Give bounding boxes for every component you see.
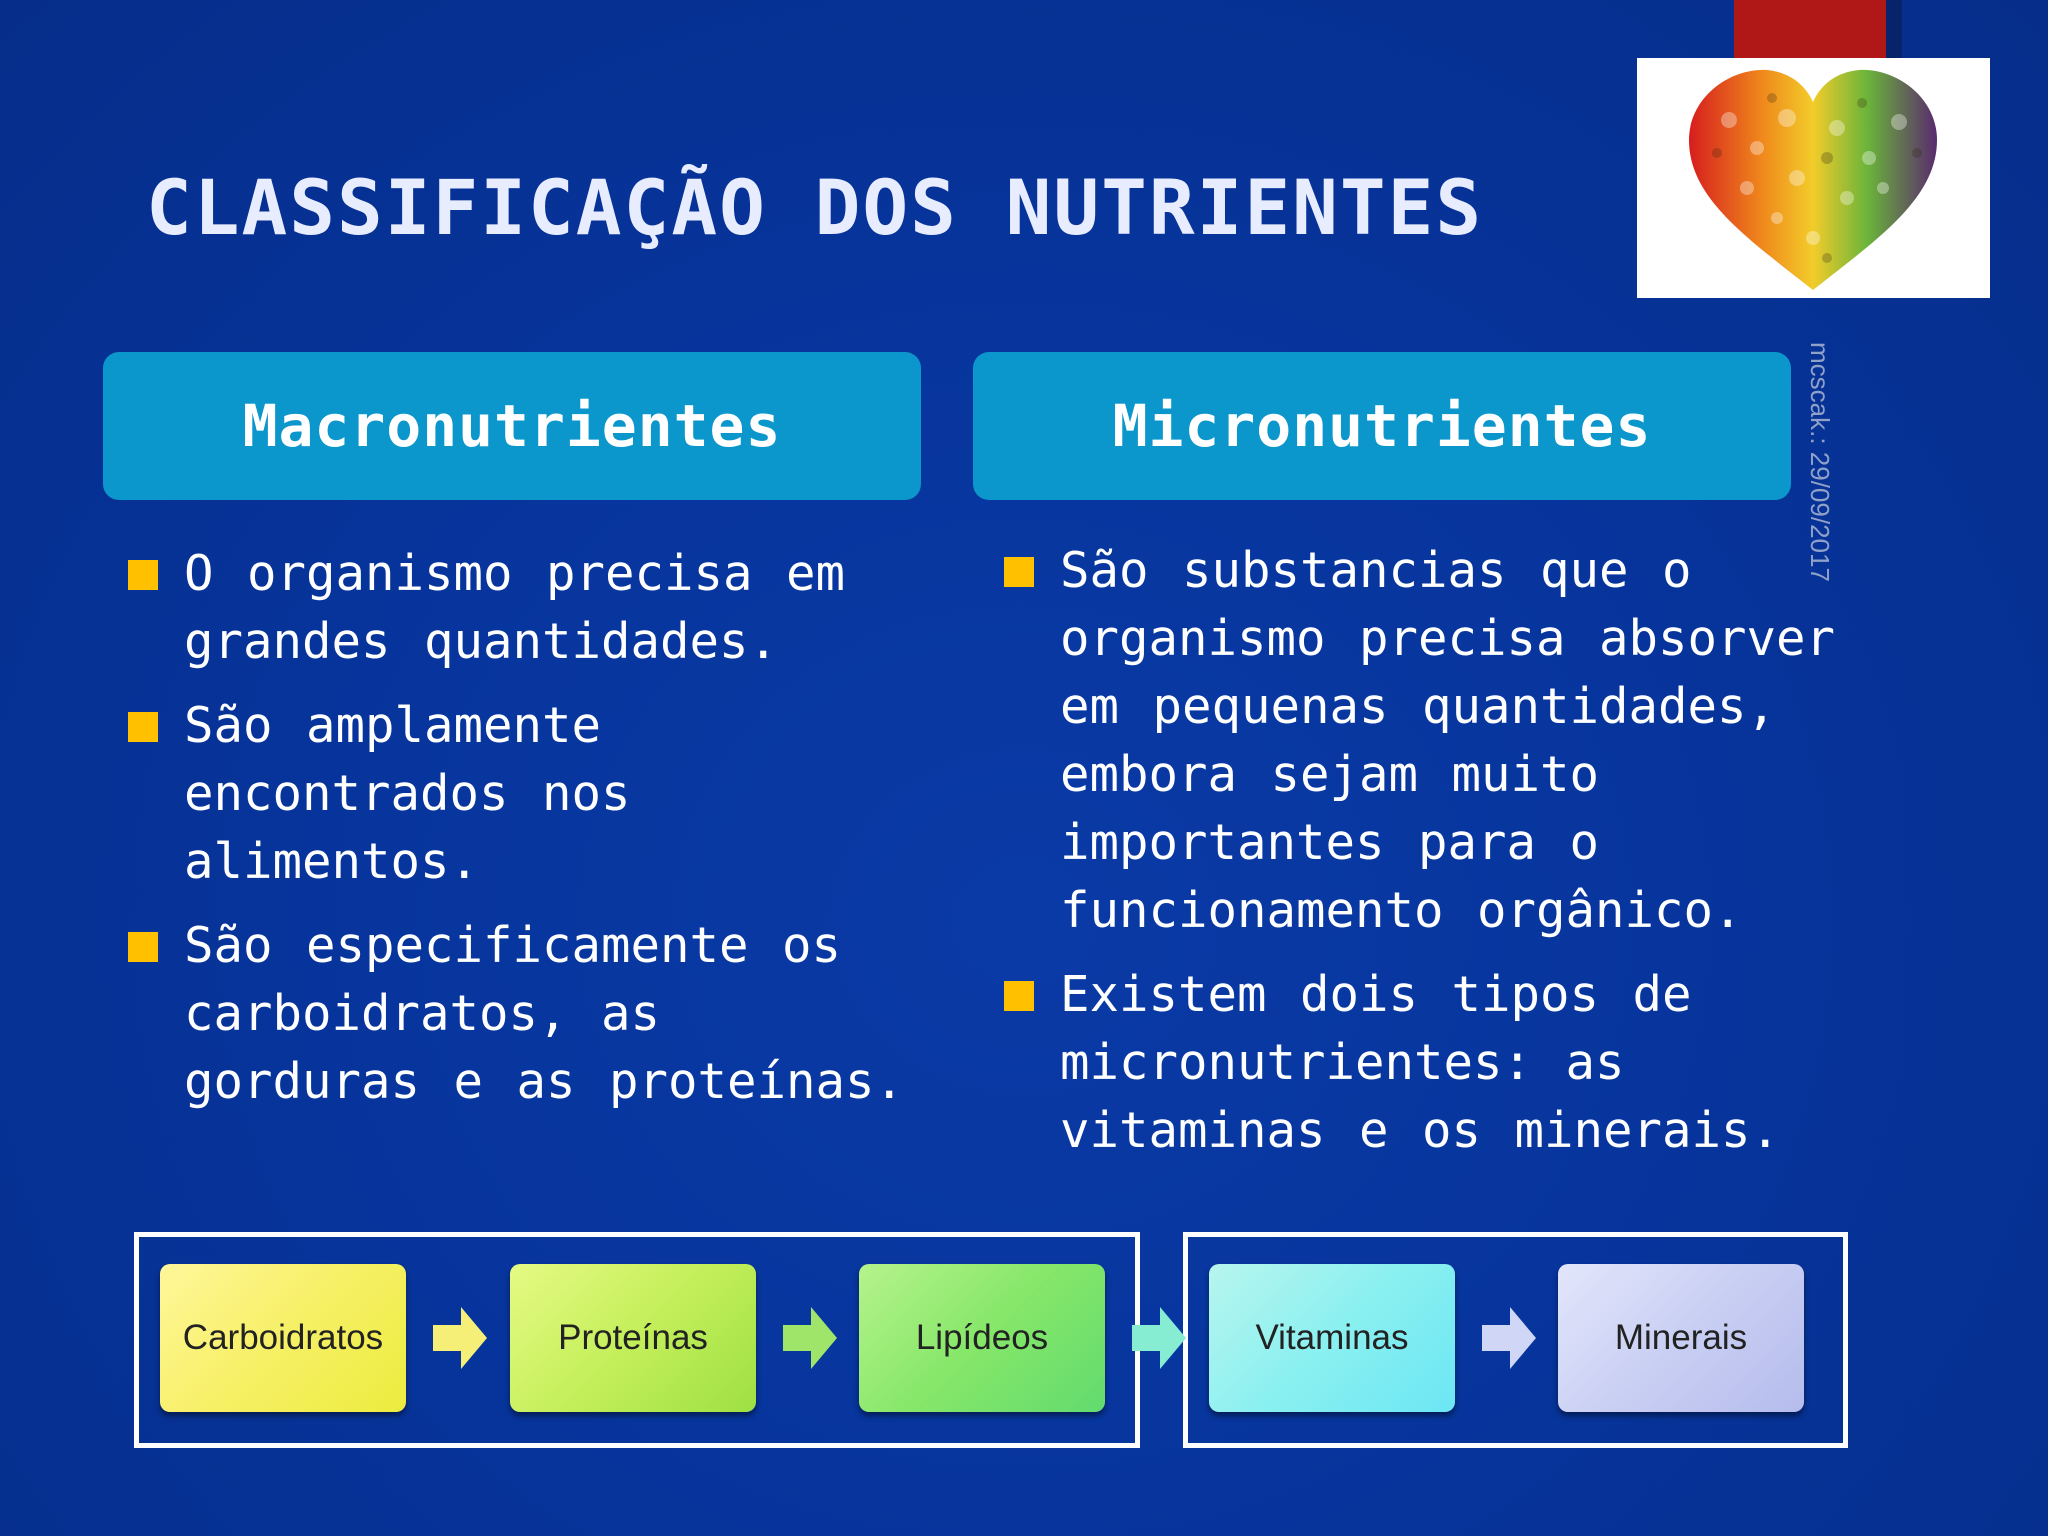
micronutrientes-header: Micronutrientes xyxy=(973,352,1791,500)
bullet-text: São especificamente os carboidratos, as gorduras e as proteínas. xyxy=(184,917,905,1110)
list-item xyxy=(128,692,918,896)
bullet-text: São substancias que o organismo precisa absorver em pequenas quantidades, embora sejam muito importantes para o funcionamento orgânico. xyxy=(1060,542,1836,939)
bullet-text: São amplamente encontrados nos alimentos. xyxy=(184,697,631,890)
bullet-text: O organismo precisa em grandes quantidades. xyxy=(184,545,846,670)
chip-vitaminas: Vitaminas xyxy=(1209,1264,1455,1412)
arrow-right-icon xyxy=(433,1307,487,1369)
chip-minerais: Minerais xyxy=(1558,1264,1804,1412)
bullet-square-icon xyxy=(128,932,158,962)
arrow-right-icon xyxy=(783,1307,837,1369)
bullet-square-icon xyxy=(128,712,158,742)
bullet-text: Existem dois tipos de micronutrientes: as vitaminas e os minerais. xyxy=(1060,966,1781,1159)
chip-carboidratos: Carboidratos xyxy=(160,1264,406,1412)
bullet-square-icon xyxy=(128,560,158,590)
heart-produce-image xyxy=(1637,58,1990,298)
macronutrientes-list xyxy=(128,540,918,1132)
list-item xyxy=(128,540,918,676)
arrow-right-icon xyxy=(1482,1307,1536,1369)
list-item xyxy=(1004,961,1904,1165)
list-item xyxy=(1004,537,1904,945)
arrow-right-icon xyxy=(1132,1307,1186,1369)
bullet-square-icon xyxy=(1004,557,1034,587)
watermark-text: mcscak.: 29/09/2017 xyxy=(1805,342,1835,582)
chip-lipideos: Lipídeos xyxy=(859,1264,1105,1412)
chip-proteinas: Proteínas xyxy=(510,1264,756,1412)
micronutrientes-list xyxy=(1004,537,1904,1181)
red-accent-tab xyxy=(1734,0,1894,58)
list-item xyxy=(128,912,918,1116)
heart-of-produce-illustration xyxy=(1637,58,1990,298)
bullet-square-icon xyxy=(1004,981,1034,1011)
slide-title: CLASSIFICAÇÃO DOS NUTRIENTES xyxy=(146,163,1484,252)
macronutrientes-header: Macronutrientes xyxy=(103,352,921,500)
dark-accent-tab xyxy=(1886,0,1902,58)
